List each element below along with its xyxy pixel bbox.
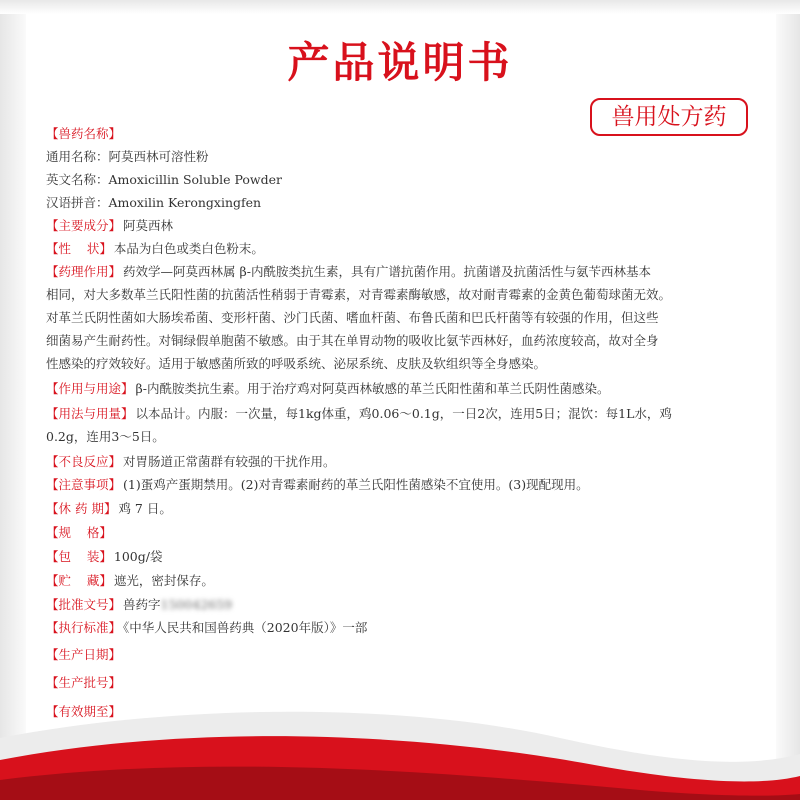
pharmacology-line: 细菌易产生耐药性。对铜绿假单胞菌不敏感。由于其在单胃动物的吸收比氨苄西林好，血药浓度较高，故对全身 (46, 333, 659, 348)
pharmacology-line: 对革兰氏阴性菌如大肠埃希菌、变形杆菌、沙门氏菌、嗜血杆菌、布鲁氏菌和巴氏杆菌等有较强的作用，但这些 (46, 310, 659, 325)
dosage-line: 以本品计。内服：一次量，每1kg体重，鸡0.06～0.1g，一日2次，连用5日；混饮：每1L水，鸡 (135, 406, 672, 421)
indication-label: 【作用与用途】 (46, 381, 134, 396)
package-label: 【包 装】 (46, 549, 112, 564)
page-title: 产品说明书 (287, 38, 513, 87)
adverse-label: 【不良反应】 (46, 454, 122, 469)
precaution-value: (1)蛋鸡产蛋期禁用。(2)对青霉素耐药的革兰氏阳性菌感染不宜使用。(3)现配现用。 (123, 477, 589, 492)
storage-value: 遮光，密封保存。 (113, 573, 214, 588)
pinyin-name: 汉语拼音：Amoxilin Kerongxingfen (46, 195, 262, 210)
spec-label: 【规 格】 (46, 525, 112, 540)
pharmacology-line: 相同，对大多数革兰氏阳性菌的抗菌活性稍弱于青霉素，对青霉素酶敏感，故对耐青霉素的金黄色葡萄球菌无效。 (46, 287, 672, 302)
prescription-badge: 兽用处方药 (590, 98, 748, 136)
english-name: 英文名称：Amoxicillin Soluble Powder (46, 172, 282, 187)
withdrawal-label: 【休 药 期】 (46, 501, 117, 516)
pharmacology-label: 【药理作用】 (46, 264, 122, 279)
indication-value: β-内酰胺类抗生素。用于治疗鸡对阿莫西林敏感的革兰氏阳性菌和革兰氏阴性菌感染。 (135, 381, 610, 396)
mfg-date-label: 【生产日期】 (46, 647, 122, 662)
common-name: 通用名称：阿莫西林可溶性粉 (46, 149, 209, 164)
dosage-line: 0.2g，连用3～5日。 (46, 429, 165, 444)
approval-number: 150042659 (160, 597, 233, 612)
batch-label: 【生产批号】 (46, 675, 122, 690)
ingredient-value: 阿莫西林 (123, 218, 174, 233)
approval-prefix: 兽药字 (123, 597, 161, 612)
pharmacology-line: 药效学—阿莫西林属 β-内酰胺类抗生素，具有广谱抗菌作用。抗菌谱及抗菌活性与氨苄西林基本 (123, 264, 651, 279)
withdrawal-value: 鸡 7 日。 (118, 501, 172, 516)
precaution-label: 【注意事项】 (46, 477, 122, 492)
appearance-value: 本品为白色或类白色粉末。 (113, 241, 264, 256)
standard-value: 《中华人民共和国兽药典（2020年版）》一部 (123, 620, 368, 635)
expiry-label: 【有效期至】 (46, 704, 122, 719)
approval-label: 【批准文号】 (46, 597, 122, 612)
dosage-label: 【用法与用量】 (46, 406, 134, 421)
adverse-value: 对胃肠道正常菌群有较强的干扰作用。 (123, 454, 336, 469)
ingredient-label: 【主要成分】 (46, 218, 122, 233)
storage-label: 【贮 藏】 (46, 573, 112, 588)
name-label: 【兽药名称】 (46, 126, 122, 141)
package-value: 100g/袋 (113, 549, 163, 564)
appearance-label: 【性 状】 (46, 241, 112, 256)
pharmacology-line: 性感染的疗效较好。适用于敏感菌所致的呼吸系统、泌尿系统、皮肤及软组织等全身感染。 (46, 356, 547, 371)
standard-label: 【执行标准】 (46, 620, 122, 635)
